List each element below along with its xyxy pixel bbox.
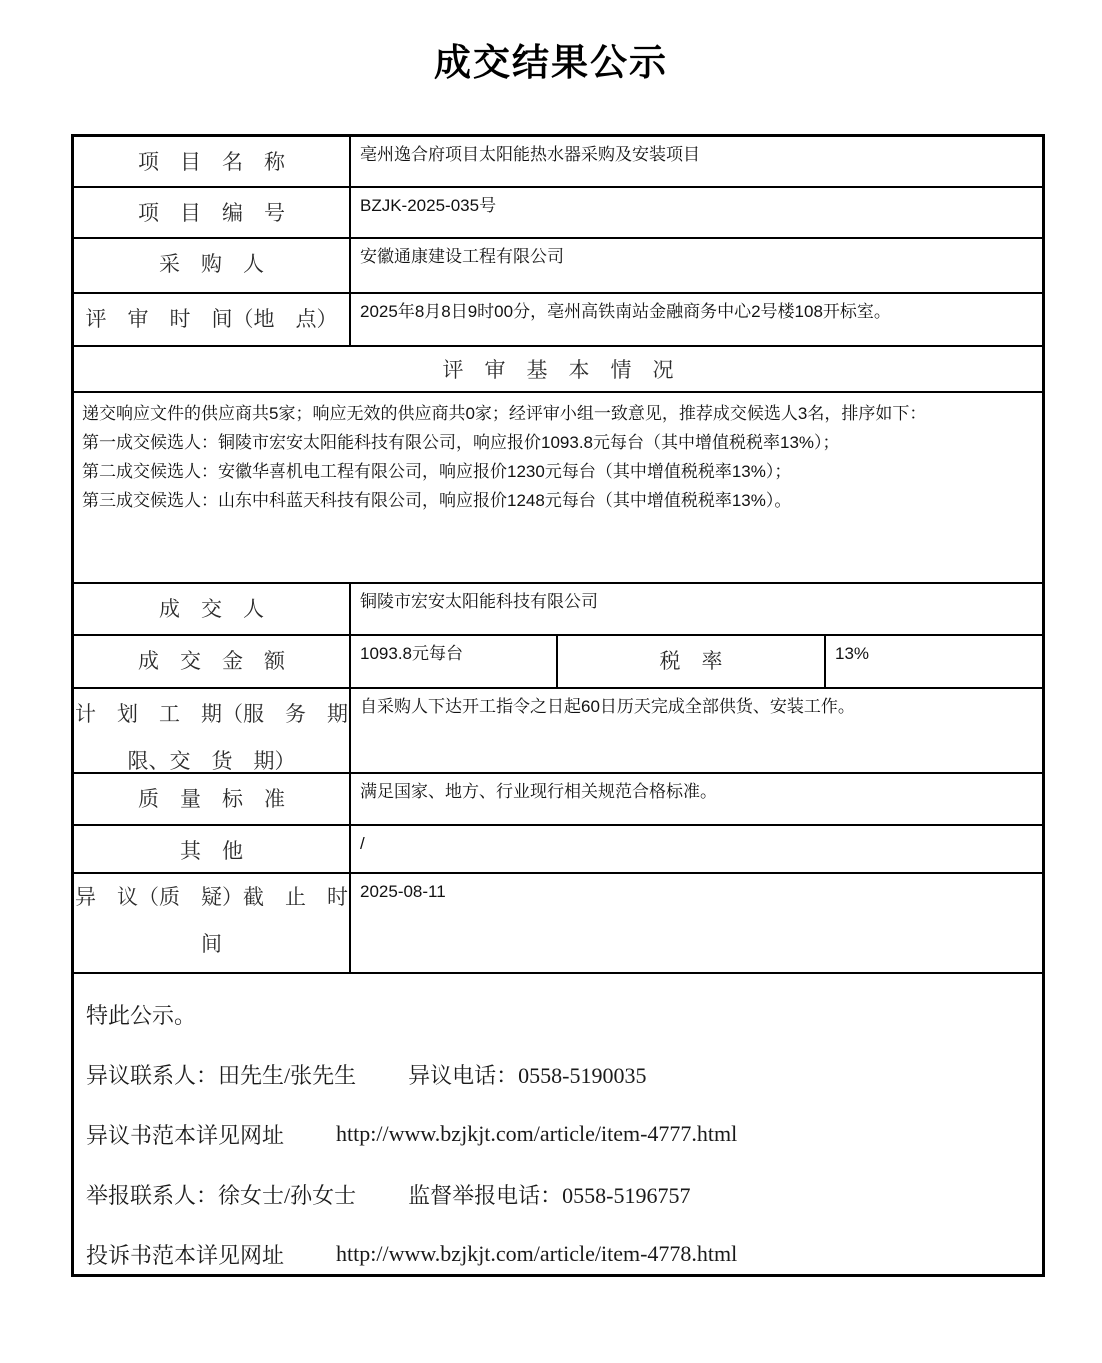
purchaser-label: 采 购 人 [159, 252, 264, 276]
review-section-header: 评 审 基 本 情 况 [74, 347, 1042, 393]
objection-contact-line [86, 1044, 1042, 1104]
table-row-quality [74, 774, 1042, 826]
objection-deadline-label-line1: 异 议（质 疑）截 止 时 [75, 885, 348, 909]
objection-template-line [86, 1104, 1042, 1164]
tax-rate-label: 税 率 [558, 636, 826, 687]
objection-phone: 异议电话：0558-5190035 [408, 1062, 647, 1088]
objection-template-label: 异议书范本详见网址 [86, 1122, 285, 1148]
review-time-value: 2025年8月8日9时00分，亳州高铁南站金融商务中心2号楼108开标室。 [360, 302, 891, 321]
report-contact-line [86, 1164, 1042, 1224]
objection-contact: 异议联系人：田先生/张先生 [86, 1062, 357, 1088]
report-contact: 举报联系人：徐女士/孙女士 [86, 1182, 357, 1208]
tax-rate-value: 13% [835, 644, 870, 663]
project-name-value: 亳州逸合府项目太阳能热水器采购及安装项目 [360, 145, 700, 164]
table-row-project-name [74, 137, 1042, 188]
project-number-label-cell [74, 188, 351, 237]
announce-text: 特此公示。 [86, 1002, 197, 1028]
schedule-label-line1: 计 划 工 期（服 务 期 [75, 702, 348, 726]
table-row-schedule [74, 689, 1042, 774]
project-name-label: 项 目 名 称 [138, 150, 285, 174]
review-section-content [74, 393, 1042, 584]
objection-deadline-label-line2: 间 [201, 932, 222, 956]
table-row-purchaser [74, 239, 1042, 294]
complaint-template-line [86, 1224, 1042, 1284]
other-label-cell [74, 826, 351, 872]
table-row-winner [74, 584, 1042, 636]
quality-label-cell [74, 774, 351, 824]
table-row-review-time [74, 294, 1042, 347]
schedule-label-cell [74, 689, 351, 772]
table-row-objection-deadline [74, 874, 1042, 974]
review-time-label: 评 审 时 间（地 点） [85, 307, 338, 331]
objection-deadline-value: 2025-08-11 [360, 882, 446, 901]
objection-template-url: http://www.bzjkjt.com/article/item-4777.html [336, 1121, 738, 1146]
quality-value: 满足国家、地方、行业现行相关规范合格标准。 [360, 782, 717, 801]
footer-notes [74, 974, 1042, 1274]
review-time-label-cell [74, 294, 351, 345]
review-line-1: 递交响应文件的供应商共5家；响应无效的供应商共0家；经评审小组一致意见，推荐成交候选人3名，排序如下： [82, 404, 927, 423]
other-label: 其 他 [180, 839, 243, 863]
purchaser-value: 安徽通康建设工程有限公司 [360, 247, 564, 266]
complaint-template-url: http://www.bzjkjt.com/article/item-4778.html [336, 1241, 738, 1266]
table-row-amount [74, 636, 1042, 689]
complaint-template-label: 投诉书范本详见网址 [86, 1242, 285, 1268]
winner-label-cell [74, 584, 351, 634]
page-title: 成交结果公示 [434, 43, 668, 84]
amount-value: 1093.8元每台 [351, 636, 558, 687]
table-row-other [74, 826, 1042, 874]
project-name-label-cell [74, 137, 351, 186]
review-line-4: 第三成交候选人：山东中科蓝天科技有限公司，响应报价1248元每台（其中增值税税率13%）。 [82, 491, 792, 510]
project-number-label: 项 目 编 号 [138, 201, 285, 225]
winner-label: 成 交 人 [159, 597, 264, 621]
winner-value: 铜陵市宏安太阳能科技有限公司 [360, 592, 598, 611]
review-line-2: 第一成交候选人：铜陵市宏安太阳能科技有限公司，响应报价1093.8元每台（其中增值税税率13%）； [82, 433, 840, 452]
amount-label: 成 交 金 额 [138, 649, 285, 673]
project-number-value: BZJK-2025-035号 [360, 196, 497, 215]
objection-deadline-label-cell [74, 874, 351, 972]
table-row-project-number [74, 188, 1042, 239]
purchaser-label-cell [74, 239, 351, 292]
report-phone: 监督举报电话：0558-5196757 [408, 1182, 691, 1208]
schedule-value: 自采购人下达开工指令之日起60日历天完成全部供货、安装工作。 [360, 697, 855, 716]
announce-line [86, 984, 1042, 1044]
result-table [71, 134, 1045, 1277]
review-line-3: 第二成交候选人：安徽华喜机电工程有限公司，响应报价1230元每台（其中增值税税率13%）； [82, 462, 792, 481]
schedule-label-line2: 限、交 货 期） [127, 749, 296, 773]
amount-label-cell [74, 636, 351, 687]
other-value: / [360, 834, 365, 853]
quality-label: 质 量 标 准 [138, 787, 285, 811]
